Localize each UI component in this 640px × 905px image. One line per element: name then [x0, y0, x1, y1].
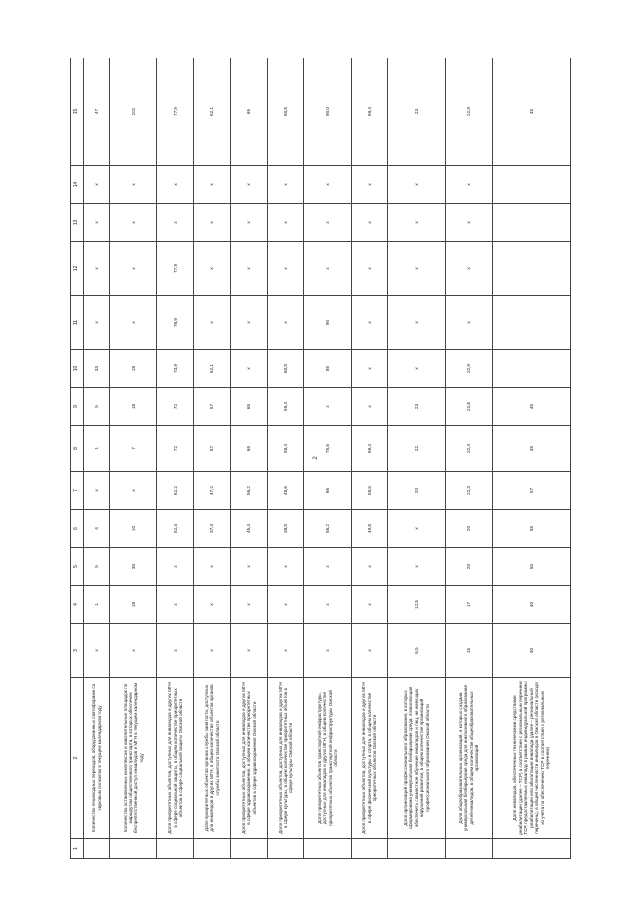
value-cell: 1 [84, 426, 110, 472]
value-cell: 75,8 [304, 426, 351, 472]
value-cell: 22 [388, 426, 445, 472]
value-cell: х [351, 242, 388, 296]
row-number-cell [388, 839, 445, 859]
value-cell: 69,4 [351, 58, 388, 166]
table-row [267, 58, 304, 859]
value-cell: х [304, 242, 351, 296]
value-cell: х [351, 624, 388, 678]
value-cell: х [110, 166, 157, 204]
value-cell: х [194, 548, 231, 586]
column-number-header: 15 [71, 58, 84, 166]
value-cell: 22,3 [445, 472, 492, 510]
value-cell: х [230, 586, 267, 624]
value-cell: 101 [110, 58, 157, 166]
value-cell: х [110, 242, 157, 296]
value-cell: х [230, 166, 267, 204]
value-cell: 47 [84, 58, 110, 166]
value-cell: х [351, 548, 388, 586]
value-cell: х [110, 624, 157, 678]
value-cell: х [304, 624, 351, 678]
column-number-header: 7 [71, 472, 84, 510]
value-cell [492, 350, 570, 388]
rotated-table-container [70, 58, 571, 859]
value-cell: 56,2 [230, 472, 267, 510]
value-cell: 56,2 [304, 510, 351, 548]
value-cell: 57 [194, 426, 231, 472]
indicator-name: Доля приоритетных объектов транспортной инфраструктуры, доступных для инвалидов и других МГН, в общем количестве приоритетных объектов транспортной инфраструктуры Омской области [304, 678, 351, 839]
table-row [84, 58, 110, 859]
value-cell: 20 [445, 510, 492, 548]
column-number-header: 10 [71, 350, 84, 388]
value-cell: 17 [445, 586, 492, 624]
value-cell: х [388, 350, 445, 388]
row-number-cell [84, 839, 110, 859]
value-cell: х [351, 350, 388, 388]
value-cell [492, 242, 570, 296]
value-cell: 77,9 [157, 242, 194, 296]
row-number-cell [110, 839, 157, 859]
value-cell: 55 [492, 510, 570, 548]
value-cell: 58,4 [267, 426, 304, 472]
value-cell: х [230, 296, 267, 350]
value-cell: х [351, 388, 388, 426]
value-cell: 52,4 [157, 510, 194, 548]
value-cell: 15 [445, 624, 492, 678]
value-cell: 45 [492, 58, 570, 166]
value-cell: 23 [388, 388, 445, 426]
table-row [230, 58, 267, 859]
row-number-cell [445, 839, 492, 859]
value-cell: х [110, 472, 157, 510]
value-cell: 5 [84, 548, 110, 586]
value-cell: 50 [492, 548, 570, 586]
value-cell: 5 [84, 388, 110, 426]
value-cell: х [157, 548, 194, 586]
value-cell: 90,0 [304, 58, 351, 166]
value-cell: 59,4 [267, 388, 304, 426]
value-cell: х [304, 586, 351, 624]
indicator-name: Доля инвалидов, обеспеченных техническими средствами реабилитации (далее – ТСР) в соответствии с региональным перечнем ТСР, предоставляемых инвалиду в рамках индивидуальной программы реабилитации или абилитации инвалида (далее – региональный перечень), в общей численности инвалидов в Омской области (исходя из учета по обеспечению ТСР в соответствии с региональным перечнем) [492, 678, 570, 839]
value-cell: х [194, 624, 231, 678]
value-cell: х [110, 204, 157, 242]
value-cell: х [351, 166, 388, 204]
value-cell: х [267, 242, 304, 296]
value-cell: х [194, 242, 231, 296]
value-cell: 62,1 [194, 58, 231, 166]
value-cell: х [388, 510, 445, 548]
value-cell: х [267, 296, 304, 350]
value-cell: х [388, 296, 445, 350]
row-number-cell [492, 839, 570, 859]
column-number-header: 2 [71, 678, 84, 839]
value-cell: 20 [388, 472, 445, 510]
value-cell: х [351, 586, 388, 624]
column-number-header: 1 [71, 839, 84, 859]
value-cell: х [84, 166, 110, 204]
row-number-cell [267, 839, 304, 859]
value-cell [492, 166, 570, 204]
value-cell: х [304, 548, 351, 586]
page-number: 2 [313, 456, 319, 460]
value-cell: 1 [84, 586, 110, 624]
value-cell: х [388, 548, 445, 586]
value-cell: 76,9 [157, 296, 194, 350]
value-cell: х [445, 204, 492, 242]
value-cell: 7 [110, 426, 157, 472]
indicator-name: Доля приоритетных объектов органов службы занятости, доступных для инвалидов и других МГН, в общем количестве объектов органов службы занятости Омской области [194, 678, 231, 839]
value-cell: х [445, 166, 492, 204]
value-cell: х [230, 624, 267, 678]
value-cell: 45 [492, 426, 570, 472]
table-row [388, 58, 445, 859]
value-cell: 38,8 [267, 510, 304, 548]
indicator-name: Доля приоритетных объектов, доступных для инвалидов и других МГН в сфере здравоохранения, в общем количестве приоритетных объектов в сфере здравоохранения Омской области [230, 678, 267, 839]
value-cell: 12,5 [388, 586, 445, 624]
value-cell: х [84, 624, 110, 678]
value-cell: х [157, 586, 194, 624]
indicators-table [70, 58, 571, 859]
value-cell: 37,4 [194, 510, 231, 548]
value-cell: х [230, 242, 267, 296]
value-cell: 18 [110, 586, 157, 624]
indicator-name: Доля приоритетных объектов, доступных для инвалидов и других МГН в сфере социальной защиты, в общем количестве приоритетных объектов в сфере социальной защиты Омской области [157, 678, 194, 839]
value-cell: 10 [110, 510, 157, 548]
row-number-cell [194, 839, 231, 859]
value-cell: х [84, 242, 110, 296]
value-cell: х [230, 204, 267, 242]
column-number-header: 12 [71, 242, 84, 296]
value-cell: 45 [492, 388, 570, 426]
rotated-table-wrapper [70, 58, 571, 859]
value-cell: 65 [230, 58, 267, 166]
value-cell: х [388, 242, 445, 296]
indicator-name: Количество пешеходных переходов, оборудованных светофорами со звуковым сигналом в текущем календарном году [84, 678, 110, 839]
indicator-name: Доля приоритетных объектов, доступных для инвалидов и других МГН в сфере физической культуры и спорта, в общем количестве приоритетных объектов Омской области [351, 678, 388, 839]
value-cell: 60,8 [267, 58, 304, 166]
value-cell: 33 [84, 350, 110, 388]
value-cell: 90 [304, 296, 351, 350]
value-cell: 18 [110, 350, 157, 388]
value-cell: 18 [110, 388, 157, 426]
value-cell: х [267, 204, 304, 242]
value-cell: х [84, 472, 110, 510]
value-cell: 23 [388, 58, 445, 166]
value-cell: 73,9 [157, 350, 194, 388]
value-cell: х [267, 586, 304, 624]
value-cell: 65 [230, 426, 267, 472]
column-number-header: 14 [71, 166, 84, 204]
value-cell: х [194, 586, 231, 624]
value-cell: 69,4 [351, 426, 388, 472]
value-cell: 66 [304, 472, 351, 510]
table-row [492, 58, 570, 859]
value-cell: 72 [157, 426, 194, 472]
value-cell: 4 [84, 510, 110, 548]
value-cell: 57 [492, 472, 570, 510]
indicator-name: Количество остановочных комплексов и накопительных площадок по маршрутам общественного транспорта, в которых обеспечен беспрепятственный доступ инвалидов и МГН в текущем календарном году [110, 678, 157, 839]
value-cell: 72 [157, 388, 194, 426]
value-cell: х [267, 548, 304, 586]
indicator-name: Доля приоритетных объектов, доступных для инвалидов и других МГН в сфере культуры, в общем количестве приоритетных объектов в сфере культуры Омской области [267, 678, 304, 839]
value-cell: х [194, 296, 231, 350]
column-number-header: 4 [71, 586, 84, 624]
value-cell: х [445, 242, 492, 296]
value-cell: 20 [445, 548, 492, 586]
row-number-cell [304, 839, 351, 859]
table-row [351, 58, 388, 859]
value-cell: 6,5 [388, 624, 445, 678]
value-cell: 45,4 [230, 510, 267, 548]
value-cell: 77,9 [157, 58, 194, 166]
value-cell [492, 296, 570, 350]
value-cell: х [388, 204, 445, 242]
column-number-header: 13 [71, 204, 84, 242]
value-cell: 62,1 [194, 350, 231, 388]
value-cell: х [445, 296, 492, 350]
value-cell: 30 [110, 548, 157, 586]
value-cell: х [351, 204, 388, 242]
column-number-header: 5 [71, 548, 84, 586]
value-cell: х [230, 350, 267, 388]
value-cell: х [157, 624, 194, 678]
table-row [304, 58, 351, 859]
value-cell: х [194, 204, 231, 242]
value-cell: 40 [492, 586, 570, 624]
value-cell: 62,2 [157, 472, 194, 510]
value-cell: 22,4 [445, 426, 492, 472]
value-cell: х [267, 166, 304, 204]
value-cell: х [388, 166, 445, 204]
table-row [194, 58, 231, 859]
column-number-header: 3 [71, 624, 84, 678]
value-cell: 49,8 [351, 510, 388, 548]
value-cell: х [84, 296, 110, 350]
indicator-name: Доля организаций профессионального образования, в которых сформирована универсальная безбарьерная среда, позволяющая обеспечить совместное обучение инвалидов и лиц, не имеющих нарушений развития, в общем количестве организаций профессионального образования Омской области [388, 678, 445, 839]
value-cell: 47,2 [194, 472, 231, 510]
value-cell: 85 [304, 350, 351, 388]
value-cell: х [304, 166, 351, 204]
row-number-cell [351, 839, 388, 859]
value-cell: 59,5 [351, 472, 388, 510]
column-number-header: 8 [71, 426, 84, 472]
value-cell: х [157, 166, 194, 204]
value-cell: х [304, 204, 351, 242]
value-cell: х [351, 296, 388, 350]
value-cell: 22,9 [445, 58, 492, 166]
value-cell: 30 [492, 624, 570, 678]
value-cell: х [304, 388, 351, 426]
value-cell: х [194, 166, 231, 204]
value-cell: 57 [194, 388, 231, 426]
value-cell: 60,8 [267, 350, 304, 388]
table-row [445, 58, 492, 859]
indicator-name: Доля общеобразовательных организаций, в которых создана универсальная безбарьерная среда для инклюзивного образования детей-инвалидов, в общем количестве общеобразовательных организаций [445, 678, 492, 839]
value-cell: 22,8 [445, 388, 492, 426]
value-cell: 65 [230, 388, 267, 426]
value-cell: 48,6 [267, 472, 304, 510]
value-cell: х [110, 296, 157, 350]
table-row [157, 58, 194, 859]
value-cell: х [84, 204, 110, 242]
column-number-header: 11 [71, 296, 84, 350]
value-cell: х [157, 204, 194, 242]
value-cell: 22,9 [445, 350, 492, 388]
value-cell [492, 204, 570, 242]
value-cell: х [230, 548, 267, 586]
column-number-header: 6 [71, 510, 84, 548]
row-number-cell [230, 839, 267, 859]
row-number-cell [157, 839, 194, 859]
table-row [110, 58, 157, 859]
value-cell: х [267, 624, 304, 678]
column-number-header: 9 [71, 388, 84, 426]
header-row [71, 58, 84, 859]
